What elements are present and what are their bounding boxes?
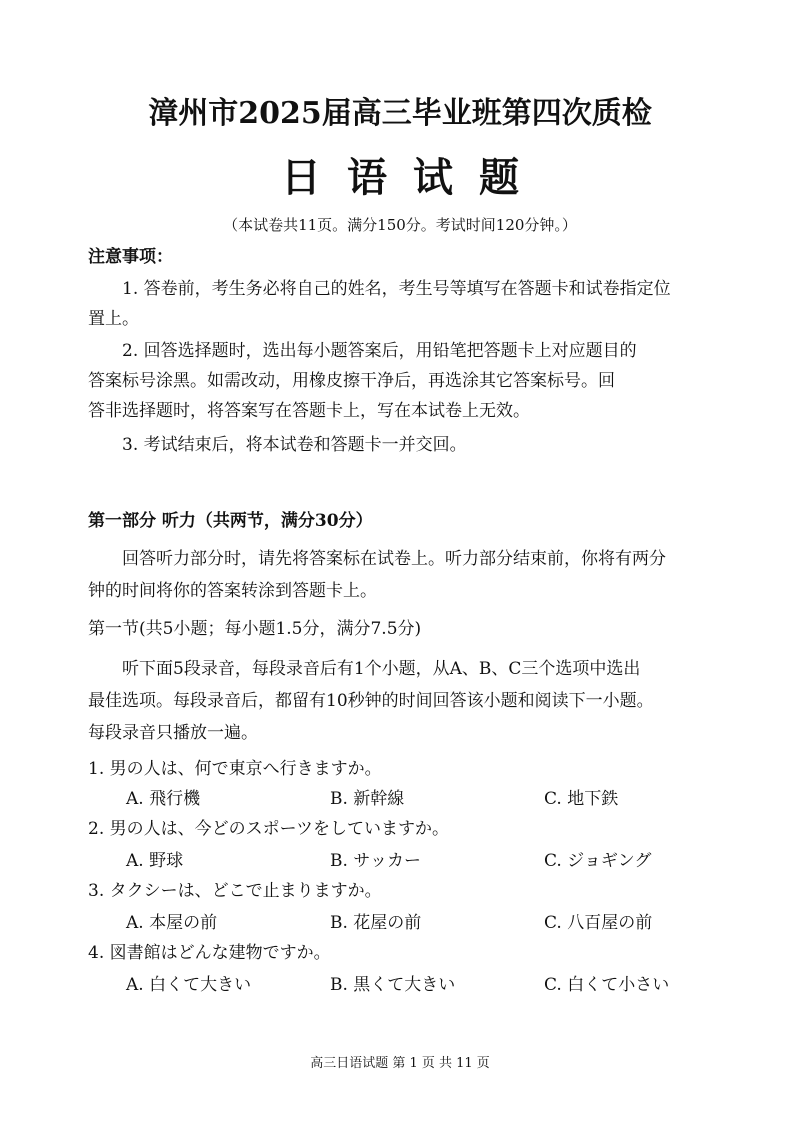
part1-intro-line-1: 回答听力部分时，请先将答案标在试卷上。听力部分结束前，你将有两分: [122, 549, 666, 569]
question-4-option-c: C. 白くて小さい: [544, 975, 670, 995]
question-4-option-b: B. 黒くて大きい: [330, 975, 456, 995]
question-2-option-b: B. サッカー: [330, 851, 421, 871]
question-1-option-b: B. 新幹線: [330, 789, 405, 809]
page-footer: 高三日语试题 第 1 页 共 11 页: [310, 1056, 490, 1071]
section1-heading: 第一节(共5小题；每小题1.5分，满分7.5分): [88, 619, 422, 639]
note-item-2-line-1: 2. 回答选择题时，选出每小题答案后，用铅笔把答题卡上对应题目的: [122, 341, 637, 361]
section1-instructions-line-1: 听下面5段录音，每段录音后有1个小题，从A、B、C三个选项中选出: [122, 659, 641, 679]
part1-heading: 第一部分 听力（共两节，满分30分）: [88, 511, 373, 531]
exam-title: 漳州市2025届高三毕业班第四次质检: [148, 96, 652, 131]
question-1-option-a: A. 飛行機: [126, 789, 201, 809]
question-3-option-b: B. 花屋の前: [330, 913, 422, 933]
part1-intro-line-2: 钟的时间将你的答案转涂到答题卡上。: [88, 581, 377, 601]
exam-info: （本试卷共11页。满分150分。考试时间120分钟。）: [223, 216, 577, 234]
question-2-stem: 2. 男の人は、今どのスポーツをしていますか。: [88, 819, 449, 839]
question-3-option-c: C. 八百屋の前: [544, 913, 653, 933]
note-item-2-line-2: 答案标号涂黑。如需改动，用橡皮擦干净后，再选涂其它答案标号。回: [88, 371, 615, 391]
note-item-3: 3. 考试结束后，将本试卷和答题卡一并交回。: [122, 435, 467, 455]
notes-heading: 注意事项：: [88, 247, 173, 267]
question-2-option-a: A. 野球: [126, 851, 184, 871]
question-4-stem: 4. 図書館はどんな建物ですか。: [88, 943, 331, 963]
section1-instructions-line-3: 每段录音只播放一遍。: [88, 723, 258, 743]
question-3-option-a: A. 本屋の前: [126, 913, 218, 933]
question-2-option-c: C. ジョギング: [544, 851, 652, 871]
question-4-option-a: A. 白くて大きい: [126, 975, 252, 995]
question-1-option-c: C. 地下鉄: [544, 789, 619, 809]
question-3-stem: 3. タクシーは、どこで止まりますか。: [88, 881, 382, 901]
note-item-1-line-1: 1. 答卷前，考生务必将自己的姓名，考生号等填写在答题卡和试卷指定位: [122, 279, 671, 299]
exam-subject-title: 日语试题: [281, 155, 545, 201]
section1-instructions-line-2: 最佳选项。每段录音后，都留有10秒钟的时间回答该小题和阅读下一小题。: [88, 691, 654, 711]
note-item-2-line-3: 答非选择题时，将答案写在答题卡上，写在本试卷上无效。: [88, 401, 530, 421]
note-item-1-line-2: 置上。: [88, 309, 139, 329]
question-1-stem: 1. 男の人は、何で東京へ行きますか。: [88, 759, 382, 779]
